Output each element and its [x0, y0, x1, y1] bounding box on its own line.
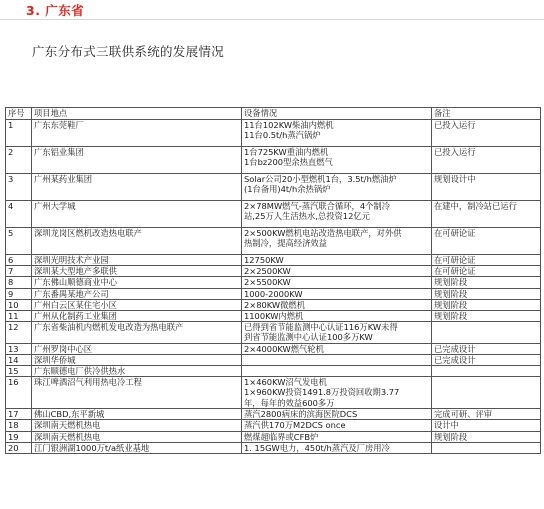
- cell-no: 5: [6, 228, 32, 255]
- cell-note: 规划阶段: [432, 299, 541, 310]
- cell-no: 14: [6, 354, 32, 365]
- equipment-table: [5, 107, 541, 454]
- cell-note: 在可研论证: [432, 255, 541, 266]
- cell-note: [432, 442, 541, 453]
- column-header-note: 备注: [432, 108, 541, 120]
- cell-site: 深圳南天燃机热电: [32, 431, 242, 442]
- table-row: [6, 174, 541, 201]
- cell-note: 规划阶段: [432, 431, 541, 442]
- column-header-site: 项目地点: [32, 108, 242, 120]
- table-row: [6, 255, 541, 266]
- cell-site: 广州白云区某住宅小区: [32, 299, 242, 310]
- cell-note: [432, 322, 541, 343]
- document-title: 广东分布式三联供系统的发展情况: [32, 44, 225, 59]
- cell-no: 2: [6, 147, 32, 174]
- cell-site: 广州罗岗中心区: [32, 343, 242, 354]
- equipment-line: (1台备用)4t/h余热锅炉: [244, 184, 331, 195]
- cell-no: 18: [6, 420, 32, 431]
- cell-equipment: [242, 288, 432, 299]
- table-row: [6, 288, 541, 299]
- cell-equipment: [242, 255, 432, 266]
- cell-equipment: [242, 201, 432, 228]
- cell-equipment: [242, 377, 432, 409]
- cell-note: 规划设计中: [432, 174, 541, 201]
- cell-site: 佛山CBD,东平新城: [32, 409, 242, 420]
- equipment-line: 11台102KW柴油内燃机: [244, 120, 334, 130]
- equipment-line: 站,25万人生活热水,总投资12亿元: [244, 211, 370, 222]
- equipment-line: 已得到省节能监测中心认证116万KW未得: [244, 322, 398, 333]
- cell-site: 江门银洲湖1000万t/a纸业基地: [32, 442, 242, 453]
- cell-no: 12: [6, 322, 32, 343]
- cell-equipment: [242, 174, 432, 201]
- section-header-bar: [0, 0, 544, 20]
- equipment-line: 1台bz200型余热直燃气: [244, 157, 333, 168]
- cell-note: [432, 366, 541, 377]
- cell-equipment: [242, 311, 432, 322]
- cell-no: 17: [6, 409, 32, 420]
- cell-note: 在可研论证: [432, 228, 541, 255]
- cell-note: 设计中: [432, 420, 541, 431]
- cell-no: 1: [6, 120, 32, 147]
- cell-no: 3: [6, 174, 32, 201]
- equipment-line: 1. 15GW电力，450t/h蒸汽及厂房用冷: [244, 442, 390, 453]
- cell-note: [432, 377, 541, 409]
- table-row: [6, 147, 541, 174]
- equipment-line: 到省节能监测中心认证100多万KW: [244, 332, 373, 343]
- cell-site: 广州从化制药工业集团: [32, 311, 242, 322]
- cell-no: 13: [6, 343, 32, 354]
- cell-note: 已投入运行: [432, 120, 541, 147]
- cell-site: 深圳光明技术产业园: [32, 255, 242, 266]
- table-row: [6, 120, 541, 147]
- equipment-line: Solar公司20小型燃机1台，3.5t/h燃油炉: [244, 174, 397, 184]
- cell-equipment: [242, 409, 432, 420]
- cell-equipment: [242, 147, 432, 174]
- table-row: [6, 299, 541, 310]
- cell-no: 7: [6, 266, 32, 277]
- cell-no: 16: [6, 377, 32, 409]
- equipment-line: 2×5500KW: [244, 277, 291, 288]
- cell-equipment: [242, 366, 432, 377]
- equipment-line: 2×500KW燃机电站改造热电联产，对外供: [244, 228, 402, 238]
- cell-site: 广东番禺某地产公司: [32, 288, 242, 299]
- cell-equipment: [242, 228, 432, 255]
- table-row: [6, 366, 541, 377]
- cell-site: 广东佛山顺德商业中心: [32, 277, 242, 288]
- cell-note: 已投入运行: [432, 147, 541, 174]
- equipment-line: 1000-2000KW: [244, 288, 303, 299]
- cell-site: 广州某药业集团: [32, 174, 242, 201]
- cell-note: 已完成设计: [432, 354, 541, 365]
- cell-no: 9: [6, 288, 32, 299]
- cell-site: 广东顺德电厂供冷供热水: [32, 366, 242, 377]
- cell-site: 珠江啤酒沼气利用热电冷工程: [32, 377, 242, 409]
- cell-note: 在建中，制冷站已运行: [432, 201, 541, 228]
- cell-equipment: [242, 420, 432, 431]
- cell-equipment: [242, 431, 432, 442]
- cell-equipment: [242, 299, 432, 310]
- equipment-line: 1×460KW沼气发电机: [244, 377, 327, 388]
- cell-no: 19: [6, 431, 32, 442]
- equipment-line: 2×2500KW: [244, 266, 291, 277]
- table-row: [6, 343, 541, 354]
- equipment-line: 1台725KW重油内燃机: [244, 147, 329, 157]
- equipment-line: 蒸汽2800病床的滨海医院DCS: [244, 409, 358, 420]
- cell-equipment: [242, 343, 432, 354]
- equipment-line: 12750KW: [244, 255, 284, 265]
- equipment-line: 2×78MW燃气-蒸汽联合循环，4个制冷: [244, 201, 390, 211]
- cell-site: 深圳某大型地产多联供: [32, 266, 242, 277]
- table-row: [6, 322, 541, 343]
- cell-no: 6: [6, 255, 32, 266]
- table-row: [6, 409, 541, 420]
- column-header-no: 序号: [6, 108, 32, 120]
- equipment-line: 2×4000KW燃气轮机: [244, 343, 324, 354]
- table-row: [6, 420, 541, 431]
- table-row: [6, 266, 541, 277]
- table-body: [6, 120, 541, 454]
- equipment-line: 2×80KW微燃机: [244, 299, 306, 310]
- equipment-line: 热制冷，提高经济效益: [244, 238, 327, 249]
- cell-site: 广州大学城: [32, 201, 242, 228]
- cell-equipment: [242, 277, 432, 288]
- table-row: [6, 201, 541, 228]
- cell-no: 11: [6, 311, 32, 322]
- cell-equipment: [242, 442, 432, 453]
- equipment-line: 1×960KW投资1491.8万投资回收期3.77: [244, 387, 400, 398]
- cell-note: 规划阶段: [432, 288, 541, 299]
- cell-note: 规划阶段: [432, 311, 541, 322]
- equipment-line: 燃煤超临界或CFB炉: [244, 431, 319, 442]
- table-row: [6, 442, 541, 453]
- cell-site: 广东省柴油机内燃机发电改造为热电联产: [32, 322, 242, 343]
- cell-equipment: [242, 266, 432, 277]
- cell-equipment: [242, 354, 432, 365]
- cell-equipment: [242, 120, 432, 147]
- cell-note: 规划阶段: [432, 277, 541, 288]
- table-row: [6, 354, 541, 365]
- cell-site: 深圳龙岗区燃机改造热电联产: [32, 228, 242, 255]
- equipment-line: 蒸汽供170万M2DCS once: [244, 420, 346, 431]
- cell-note: 完成可研、评审: [432, 409, 541, 420]
- cell-site: 广东铝业集团: [32, 147, 242, 174]
- cell-note: 在可研论证: [432, 266, 541, 277]
- cell-no: 4: [6, 201, 32, 228]
- table-row: [6, 431, 541, 442]
- cell-site: 广东东莞鞋厂: [32, 120, 242, 147]
- cell-equipment: [242, 322, 432, 343]
- equipment-line: 11台0.5t/h蒸汽锅炉: [244, 130, 321, 141]
- table-row: [6, 377, 541, 409]
- cell-note: 已完成设计: [432, 343, 541, 354]
- cell-no: 15: [6, 366, 32, 377]
- column-header-equipment: 设备情况: [242, 108, 432, 120]
- cell-site: 深圳南天燃机热电: [32, 420, 242, 431]
- equipment-line: 1100KW内燃机: [244, 311, 304, 322]
- table-header-row: [6, 108, 541, 120]
- equipment-line: 年，每年的效益600多万: [244, 397, 335, 408]
- cell-no: 10: [6, 299, 32, 310]
- cell-no: 20: [6, 442, 32, 453]
- header-divider: [0, 19, 544, 20]
- table-row: [6, 277, 541, 288]
- table-row: [6, 228, 541, 255]
- cell-site: 深圳华侨城: [32, 354, 242, 365]
- cell-no: 8: [6, 277, 32, 288]
- section-title: 3. 广东省: [26, 3, 85, 18]
- table-row: [6, 311, 541, 322]
